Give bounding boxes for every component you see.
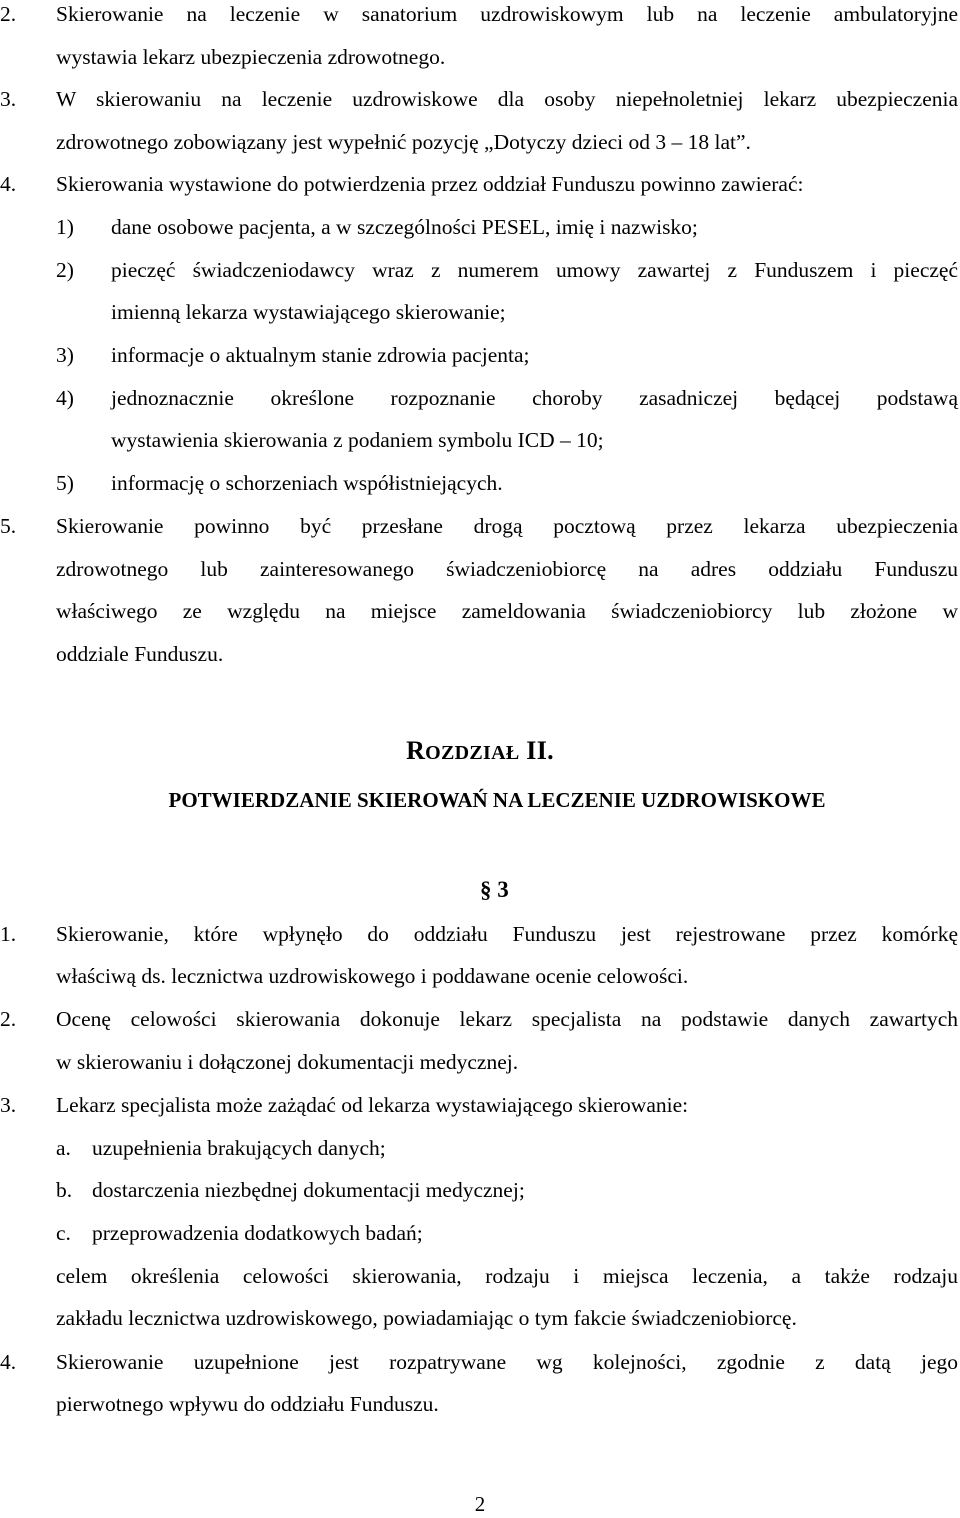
item-text-line: Skierowanie, które wpłynęło do oddziału Funduszu jest rejestrowane przez komórkę bbox=[56, 922, 958, 946]
letter-number: b. bbox=[56, 1178, 73, 1202]
item-text-line: oddziale Funduszu. bbox=[56, 642, 224, 666]
item-text-line: zdrowotnego lub zainteresowanego świadczeniobiorcę na adres oddziału Funduszu bbox=[56, 557, 958, 581]
paragraph-mark: § 3 bbox=[480, 877, 509, 902]
page-number: 2 bbox=[474, 1492, 486, 1516]
subitem-text-line: imienną lekarza wystawiającego skierowanie; bbox=[111, 300, 506, 324]
subitem-number: 4) bbox=[56, 386, 74, 410]
item-text-line: Lekarz specjalista może zażądać od lekarza wystawiającego skierowanie: bbox=[56, 1093, 689, 1117]
item-text-line: Skierowanie powinno być przesłane drogą pocztową przez lekarza ubezpieczenia bbox=[56, 514, 958, 538]
subitem-number: 5) bbox=[56, 471, 74, 495]
item-text-line: wystawia lekarz ubezpieczenia zdrowotnego. bbox=[56, 45, 446, 69]
chapter-subtitle: POTWIERDZANIE SKIEROWAŃ NA LECZENIE UZDROWISKOWE bbox=[168, 788, 826, 812]
item-text-line: pierwotnego wpływu do oddziału Funduszu. bbox=[56, 1392, 439, 1416]
letter-number: c. bbox=[56, 1221, 71, 1245]
item-number: 1. bbox=[0, 922, 17, 946]
subitem-number: 3) bbox=[56, 343, 74, 367]
subitem-number: 1) bbox=[56, 215, 74, 239]
chapter-roman: II. bbox=[519, 736, 554, 765]
continuation-line: zakładu lecznictwa uzdrowiskowego, powiadamiając o tym fakcie świadczeniobiorcę. bbox=[56, 1306, 797, 1330]
subitem-text-line: pieczęć świadczeniodawcy wraz z numerem umowy zawartej z Funduszem i pieczęć bbox=[111, 258, 958, 282]
letter-text: uzupełnienia brakujących danych; bbox=[92, 1136, 386, 1160]
chapter-heading bbox=[0, 738, 960, 764]
item-text-line: zdrowotnego zobowiązany jest wypełnić pozycję „Dotyczy dzieci od 3 – 18 lat”. bbox=[56, 130, 751, 154]
item-number: 4. bbox=[0, 172, 17, 196]
item-text-line: w skierowaniu i dołączonej dokumentacji medycznej. bbox=[56, 1050, 519, 1074]
item-text-line: Skierowania wystawione do potwierdzenia przez oddział Funduszu powinno zawierać: bbox=[56, 172, 804, 196]
subitem-text-line: informacje o aktualnym stanie zdrowia pacjenta; bbox=[111, 343, 530, 367]
item-number: 3. bbox=[0, 1093, 17, 1117]
item-text-line: W skierowaniu na leczenie uzdrowiskowe dla osoby niepełnoletniej lekarz ubezpieczenia bbox=[56, 87, 958, 111]
chapter-first-letter: R bbox=[406, 736, 426, 765]
chapter-word: OZDZIAŁ bbox=[425, 742, 520, 764]
item-number: 2. bbox=[0, 1007, 17, 1031]
letter-number: a. bbox=[56, 1136, 71, 1160]
letter-text: dostarczenia niezbędnej dokumentacji medycznej; bbox=[92, 1178, 525, 1202]
item-number: 3. bbox=[0, 87, 17, 111]
subitem-text-line: informację o schorzeniach współistniejących. bbox=[111, 471, 503, 495]
subitem-text-line: dane osobowe pacjenta, a w szczególności PESEL, imię i nazwisko; bbox=[111, 215, 698, 239]
letter-text: przeprowadzenia dodatkowych badań; bbox=[92, 1221, 423, 1245]
item-text-line: Ocenę celowości skierowania dokonuje lekarz specjalista na podstawie danych zawartych bbox=[56, 1007, 958, 1031]
item-text-line: właściwą ds. lecznictwa uzdrowiskowego i poddawane ocenie celowości. bbox=[56, 964, 689, 988]
subitem-text-line: jednoznacznie określone rozpoznanie choroby zasadniczej będącej podstawą bbox=[111, 386, 958, 410]
item-number: 2. bbox=[0, 2, 17, 26]
item-text-line: właściwego ze względu na miejsce zameldowania świadczeniobiorcy lub złożone w bbox=[56, 599, 958, 623]
item-number: 4. bbox=[0, 1350, 17, 1374]
item-number: 5. bbox=[0, 514, 17, 538]
subitem-number: 2) bbox=[56, 258, 74, 282]
subitem-text-line: wystawienia skierowania z podaniem symbolu ICD – 10; bbox=[111, 428, 604, 452]
item-text-line: Skierowanie uzupełnione jest rozpatrywane wg kolejności, zgodnie z datą jego bbox=[56, 1350, 958, 1374]
continuation-line: celem określenia celowości skierowania, rodzaju i miejsca leczenia, a także rodzaju bbox=[56, 1264, 958, 1288]
item-text-line: Skierowanie na leczenie w sanatorium uzdrowiskowym lub na leczenie ambulatoryjne bbox=[56, 2, 958, 26]
